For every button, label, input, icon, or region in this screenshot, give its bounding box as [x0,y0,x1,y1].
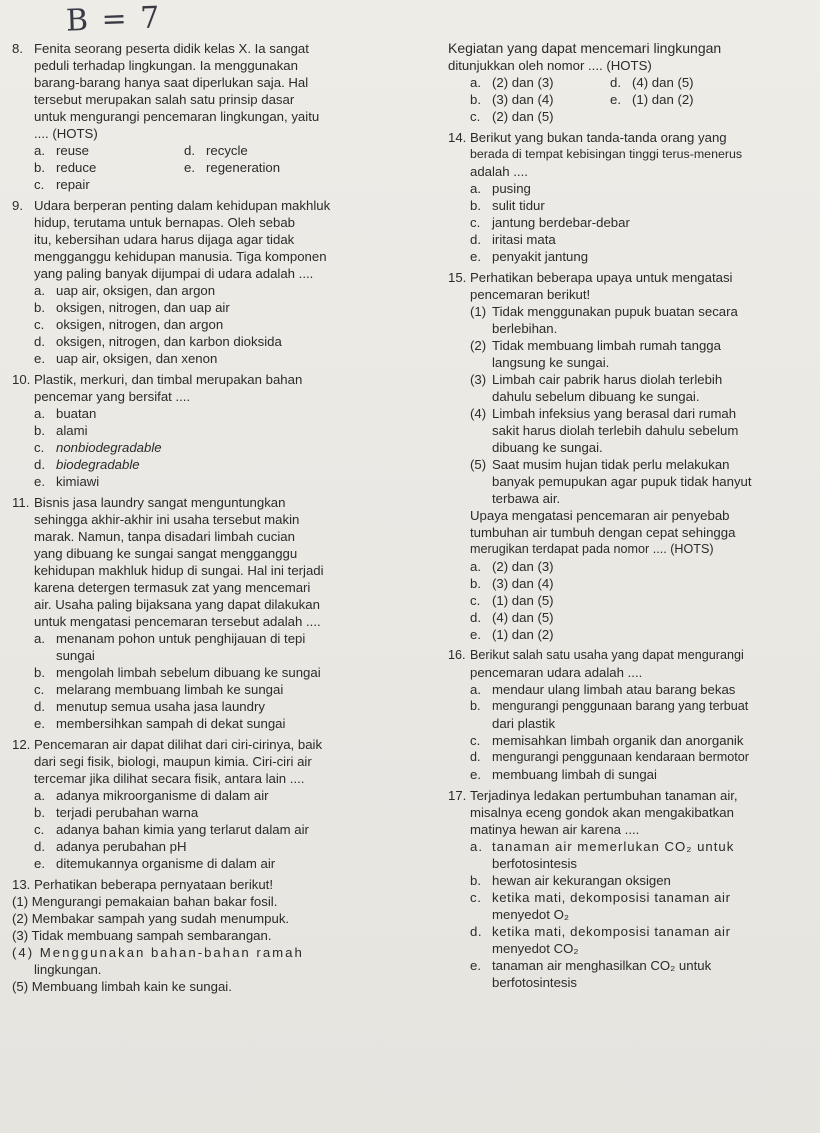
option-a[interactable]: a. (2) dan (3) [470,75,554,90]
question-number: 17. [448,788,467,803]
option-b[interactable]: b. (3) dan (4) [470,92,554,107]
option-d[interactable]: d. menutup semua usaha jasa laundry [34,699,265,714]
handwritten-note: B = 7 [65,0,162,39]
left-column [12,40,430,995]
option-d[interactable]: d. biodegradable [34,457,140,472]
question-16-line: 16. Berikut salah satu usaha yang dapat mengurangi [448,648,744,662]
question-8-line: .... (HOTS) [34,126,98,141]
option-e[interactable]: e. uap air, oksigen, dan xenon [34,351,218,366]
question-9-line: hidup, terutama untuk bernapas. Oleh sebab [34,215,295,230]
option-a-cont: sungai [56,648,95,663]
question-17-line: misalnya eceng gondok akan mengakibatkan [470,805,734,820]
question-number: 9. [12,198,23,213]
option-b-cont: dari plastik [492,716,556,731]
statement-item: (2) Tidak membuang limbah rumah tangga [470,338,721,353]
option-c[interactable]: c. oksigen, nitrogen, dan argon [34,317,224,332]
question-11-line: air. Usaha paling bijaksana yang dapat dilakukan [34,597,320,612]
question-9 [12,197,430,367]
question-12-line: tercemar jika dilihat secara fisik, antara lain .... [34,771,305,786]
question-13-cont-line: Kegiatan yang dapat mencemari lingkungan [448,40,722,56]
question-9-line: itu, kebersihan udara harus dijaga agar tidak [34,232,295,247]
option-c-cont: menyedot O₂ [492,907,569,922]
option-b[interactable]: b. mengolah limbah sebelum dibuang ke sungai [34,665,321,680]
option-a[interactable]: reuse [56,143,89,158]
question-12-line: 12. Pencemaran air dapat dilihat dari ciri-cirinya, baik [12,737,323,752]
statement-item: (3) Tidak membuang sampah sembarangan. [12,928,272,943]
option-a-cont: berfotosintesis [492,856,578,871]
option-c[interactable]: repair [56,177,90,192]
question-11-line: yang dibuang ke sungai sangat mengganggu [34,546,298,561]
statement-item-cont: dahulu sebelum dibuang ke sungai. [492,389,700,404]
question-14-line: berada di tempat kebisingan tinggi terus-menerus [470,147,743,161]
statement-item-cont: berlebihan. [492,321,558,336]
question-17-line: matinya hewan air karena .... [470,822,640,837]
question-number: 13. [12,877,31,892]
question-8-line: peduli terhadap lingkungan. Ia menggunakan [34,58,298,73]
question-15-line: pencemaran berikut! [470,287,591,302]
statement-item-cont: lingkungan. [34,962,102,977]
option-b[interactable]: b. hewan air kekurangan oksigen [470,873,671,888]
question-8-line: 8. Fenita seorang peserta didik kelas X. Ia sangat [12,41,309,56]
question-15 [448,269,808,643]
question-17-line: 17. Terjadinya ledakan pertumbuhan tanaman air, [448,788,738,803]
right-column [448,40,808,991]
question-11-line: sehingga akhir-akhir ini usaha tersebut makin [34,512,300,527]
question-11-line: kehidupan makhluk hidup di sungai. Hal ini terjadi [34,563,324,578]
question-11-line: untuk mengatasi pencemaran tersebut adalah .... [34,614,321,629]
option-e[interactable]: e. penyakit jantung [470,249,589,264]
statement-item: (2) Membakar sampah yang sudah menumpuk. [12,911,290,926]
option-d[interactable]: d. mengurangi penggunaan kendaraan bermotor [470,750,749,764]
question-10-line: 10. Plastik, merkuri, dan timbal merupakan bahan [12,372,303,387]
option-a[interactable]: a. tanaman air memerlukan CO₂ untuk [470,839,735,854]
option-d[interactable]: d. adanya perubahan pH [34,839,187,854]
question-11-line: marak. Namun, tanpa disadari limbah cucian [34,529,295,544]
statement-item-cont: langsung ke sungai. [492,355,610,370]
statement-item: (1) Mengurangi pemakaian bahan bakar fosil. [12,894,278,909]
option-d[interactable]: d. (4) dan (5) [610,75,694,90]
option-e[interactable]: e. ditemukannya organisme di dalam air [34,856,276,871]
question-number: 14. [448,130,467,145]
option-c[interactable]: c. melarang membuang limbah ke sungai [34,682,284,697]
option-a[interactable]: a. menanam pohon untuk penghijauan di tepi [34,631,306,646]
question-15-after: merugikan terdapat pada nomor .... (HOTS) [470,542,714,556]
statement-item: (3) Limbah cair pabrik harus diolah terlebih [470,372,723,387]
option-c[interactable]: c. adanya bahan kimia yang terlarut dalam air [34,822,309,837]
question-16 [448,647,808,783]
option-c[interactable]: c. ketika mati, dekomposisi tanaman air [470,890,731,905]
statement-item: (5) Saat musim hujan tidak perlu melakukan [470,457,730,472]
option-c[interactable]: c. nonbiodegradable [34,440,162,455]
option-e[interactable]: e. kimiawi [34,474,100,489]
option-e[interactable]: e. (1) dan (2) [610,92,694,107]
statement-item-cont: banyak pemupukan agar pupuk tidak hanyut [492,474,752,489]
option-c[interactable]: c. memisahkan limbah organik dan anorganik [470,733,744,748]
option-c[interactable]: c. jantung berdebar-debar [470,215,630,230]
option-e[interactable]: e. membuang limbah di sungai [470,767,657,782]
question-12 [12,736,430,872]
option-c[interactable]: c. (1) dan (5) [470,593,554,608]
question-10-line: pencemar yang bersifat .... [34,389,191,404]
option-d[interactable]: d. oksigen, nitrogen, dan karbon dioksida [34,334,282,349]
question-16-line: pencemaran udara adalah .... [470,665,643,680]
statement-item-cont: sakit harus diolah terlebih dahulu sebelum [492,423,739,438]
option-d[interactable]: d. iritasi mata [470,232,556,247]
option-b[interactable]: reduce [56,160,97,175]
option-a[interactable]: a. buatan [34,406,97,421]
question-number: 15. [448,270,467,285]
statement-item: (1) Tidak menggunakan pupuk buatan secara [470,304,738,319]
question-14 [448,129,808,265]
option-e-cont: berfotosintesis [492,975,578,990]
question-9-line: mengganggu kehidupan manusia. Tiga komponen [34,249,327,264]
statement-item: (5) Membuang limbah kain ke sungai. [12,979,232,994]
question-8-line: untuk mengurangi pencemaran lingkungan, yaitu [34,109,320,124]
option-a[interactable]: a. (2) dan (3) [470,559,554,574]
option-b[interactable]: b. terjadi perubahan warna [34,805,199,820]
question-9-line: yang paling banyak dijumpai di udara adalah .... [34,266,314,281]
option-e[interactable]: e. membersihkan sampah di dekat sungai [34,716,286,731]
option-d[interactable]: d. (4) dan (5) [470,610,554,625]
question-15-after: Upaya mengatasi pencemaran air penyebab [470,508,730,523]
option-e[interactable]: e. (1) dan (2) [470,627,554,642]
option-b[interactable]: b. oksigen, nitrogen, dan uap air [34,300,230,315]
question-13-line: 13. Perhatikan beberapa pernyataan berikut! [12,877,274,892]
option-d-cont: menyedot CO₂ [492,941,579,956]
option-d[interactable]: d. ketika mati, dekomposisi tanaman air [470,924,731,939]
option-row: c. repair [34,177,90,192]
option-b[interactable]: b. alami [34,423,88,438]
option-e[interactable]: e. tanaman air menghasilkan CO₂ untuk [470,958,712,973]
question-12-line: dari segi fisik, biologi, maupun kimia. Ciri-ciri air [34,754,312,769]
question-number: 11. [12,495,30,510]
question-8 [12,40,430,193]
option-a[interactable]: a. pusing [470,181,531,196]
option-row: a. reuse d. recycle [34,143,248,158]
question-11-line: 11. Bisnis jasa laundry sangat menguntungkan [12,495,286,510]
option-row [448,74,808,91]
question-11 [12,494,430,732]
option-a[interactable]: a. adanya mikroorganisme di dalam air [34,788,269,803]
statement-item-cont: terbawa air. [492,491,561,506]
option-d[interactable]: recycle [206,143,248,158]
question-14-line: 14. Berikut yang bukan tanda-tanda orang yang [448,130,727,145]
question-17 [448,787,808,991]
option-e[interactable]: regeneration [206,160,281,175]
question-13-continued [448,40,808,125]
option-b[interactable]: b. mengurangi penggunaan barang yang terbuat [470,699,749,713]
question-13 [12,876,430,995]
option-row: b. reduce e. regeneration [34,160,281,175]
statement-item: (4) Menggunakan bahan-bahan ramah [12,945,304,960]
question-8-line: tersebut merupakan salah satu prinsip dasar [34,92,295,107]
option-b[interactable]: b. sulit tidur [470,198,545,213]
question-13-cont-line: ditunjukkan oleh nomor .... (HOTS) [448,58,652,73]
question-number: 16. [448,648,466,662]
question-number: 12. [12,737,31,752]
option-a[interactable]: a. uap air, oksigen, dan argon [34,283,216,298]
question-15-after: tumbuhan air tumbuh dengan cepat sehingga [470,525,736,540]
statement-item-cont: dibuang ke sungai. [492,440,603,455]
question-10 [12,371,430,490]
option-b[interactable]: b. (3) dan (4) [470,576,554,591]
option-a[interactable]: a. mendaur ulang limbah atau barang bekas [470,682,736,697]
question-11-line: karena detergen termasuk zat yang mencemari [34,580,311,595]
question-14-line: adalah .... [470,164,528,179]
question-number: 8. [12,41,23,56]
question-9-line: 9. Udara berperan penting dalam kehidupan makhluk [12,198,331,213]
question-number: 10. [12,372,31,387]
question-8-line: barang-barang hanya saat diperlukan saja. Hal [34,75,309,90]
statement-item: (4) Limbah infeksius yang berasal dari rumah [470,406,737,421]
option-row [448,91,808,108]
option-c[interactable]: c. (2) dan (5) [470,109,554,124]
question-15-line: 15. Perhatikan beberapa upaya untuk mengatasi [448,270,733,285]
